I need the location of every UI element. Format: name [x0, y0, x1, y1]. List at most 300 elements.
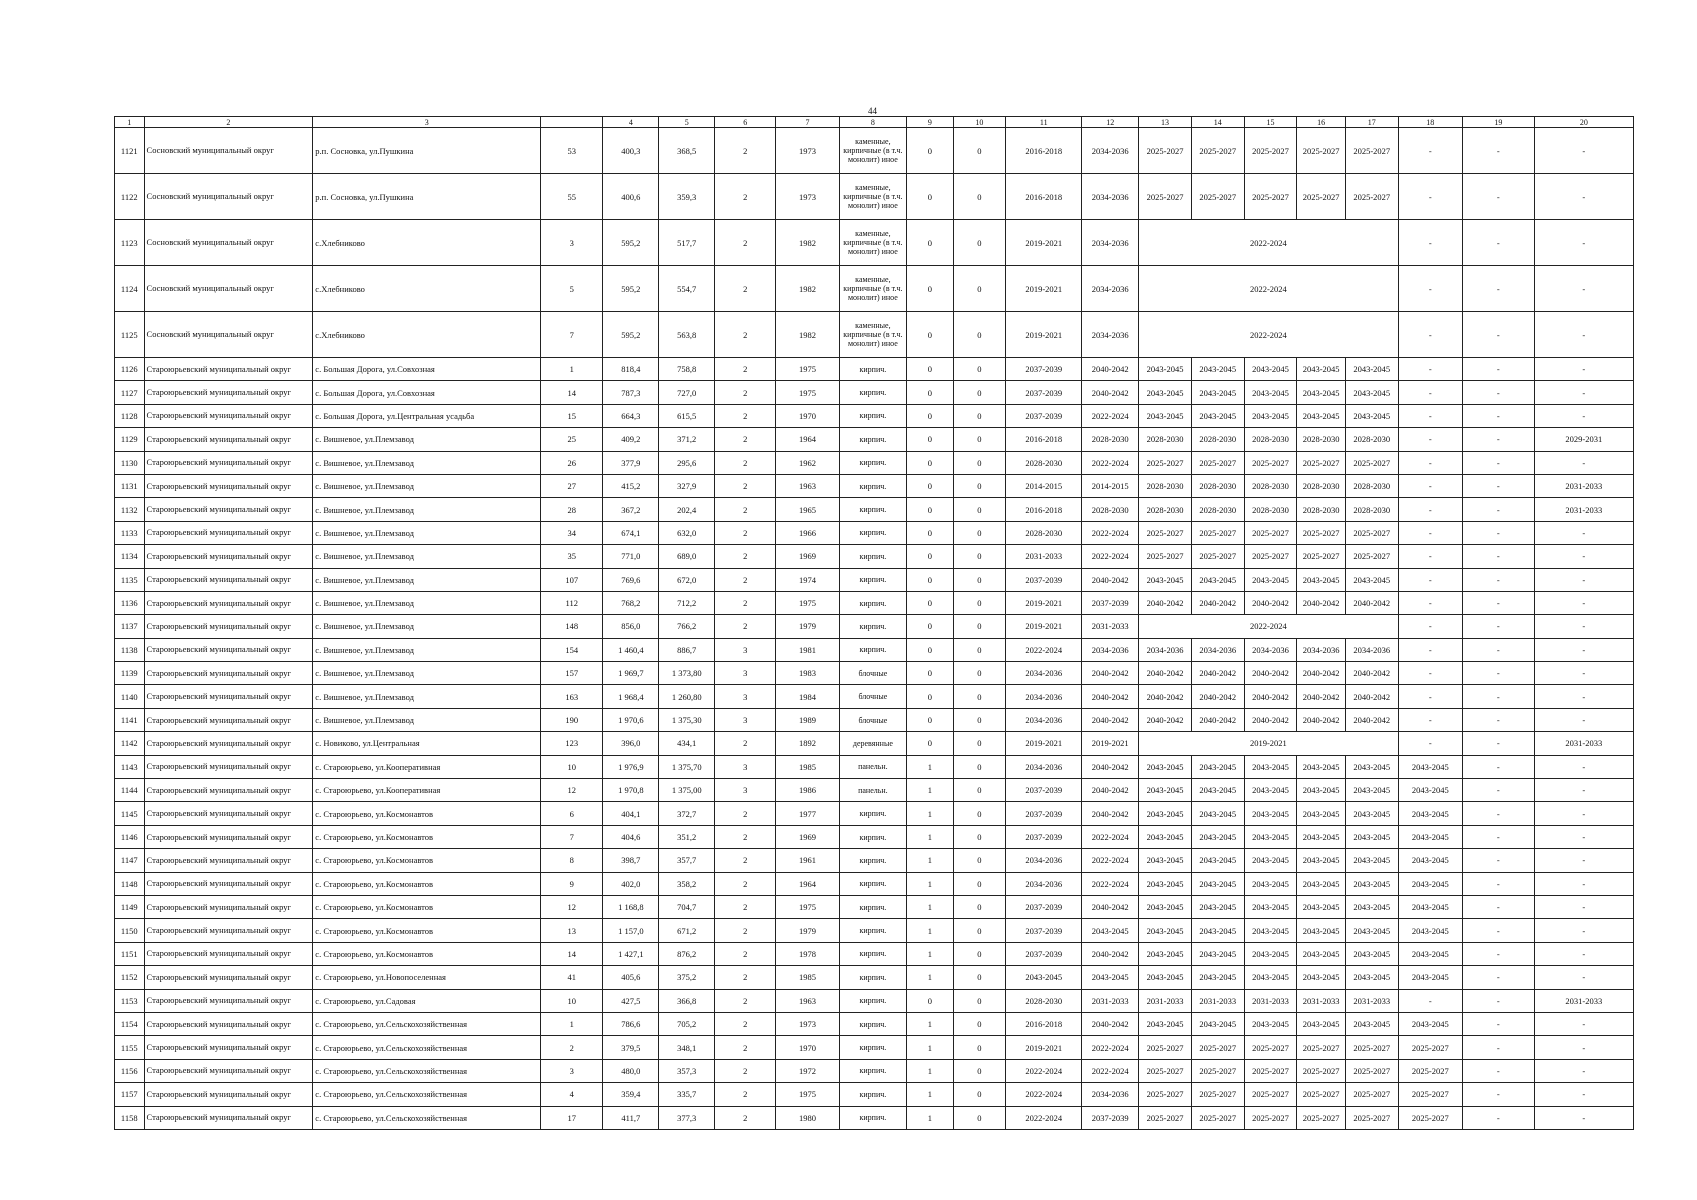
- col-19: -: [1462, 174, 1534, 220]
- district-name: Староюрьевский муниципальный округ: [144, 708, 313, 731]
- col-19: -: [1462, 128, 1534, 174]
- col-18: -: [1398, 174, 1462, 220]
- col-9: 1: [907, 779, 953, 802]
- col-9: 1: [907, 1012, 953, 1035]
- total-area: 404,6: [603, 825, 659, 848]
- col-14: 2040-2042: [1191, 662, 1244, 685]
- wall-material: кирпич.: [839, 451, 907, 474]
- address: с. Вишневое, ул.Племзавод: [313, 708, 541, 731]
- col-13: 2025-2027: [1139, 128, 1192, 174]
- wall-material: кирпич.: [839, 568, 907, 591]
- row-number: 1134: [115, 545, 145, 568]
- column-number-header: 6: [715, 117, 776, 128]
- column-number-header: 16: [1297, 117, 1346, 128]
- col-11: 2019-2021: [1006, 312, 1082, 358]
- col-11: 2016-2018: [1006, 428, 1082, 451]
- col-15: 2043-2045: [1244, 1012, 1297, 1035]
- build-year: 1969: [776, 545, 839, 568]
- house-number: 8: [541, 849, 603, 872]
- living-area: 372,7: [659, 802, 715, 825]
- floors: 2: [715, 266, 776, 312]
- col-16: 2043-2045: [1297, 966, 1346, 989]
- table-row: [115, 404, 1634, 427]
- col-9: 0: [907, 358, 953, 381]
- district-name: Староюрьевский муниципальный округ: [144, 895, 313, 918]
- floors: 2: [715, 825, 776, 848]
- house-number: 15: [541, 404, 603, 427]
- col-19: -: [1462, 1106, 1534, 1129]
- living-area: 712,2: [659, 591, 715, 614]
- district-name: Староюрьевский муниципальный округ: [144, 521, 313, 544]
- district-name: Староюрьевский муниципальный округ: [144, 662, 313, 685]
- living-area: 727,0: [659, 381, 715, 404]
- col-17: 2043-2045: [1345, 779, 1398, 802]
- col-9: 0: [907, 498, 953, 521]
- col-16: 2028-2030: [1297, 428, 1346, 451]
- house-number: 27: [541, 474, 603, 497]
- col-9: 0: [907, 568, 953, 591]
- col-17: 2043-2045: [1345, 919, 1398, 942]
- living-area: 348,1: [659, 1036, 715, 1059]
- col-9: 0: [907, 708, 953, 731]
- merged-period: 2022-2024: [1139, 615, 1398, 638]
- col-18: -: [1398, 266, 1462, 312]
- wall-material: каменные, кирпичные (в т.ч. монолит) иное: [839, 220, 907, 266]
- district-name: Староюрьевский муниципальный округ: [144, 989, 313, 1012]
- col-12: 2022-2024: [1082, 545, 1139, 568]
- col-15: 2025-2027: [1244, 521, 1297, 544]
- col-9: 0: [907, 474, 953, 497]
- total-area: 1 969,7: [603, 662, 659, 685]
- floors: 2: [715, 568, 776, 591]
- col-13: 2043-2045: [1139, 919, 1192, 942]
- col-19: -: [1462, 1012, 1534, 1035]
- total-area: 787,3: [603, 381, 659, 404]
- col-17: 2025-2027: [1345, 1083, 1398, 1106]
- page-number: 44: [868, 106, 877, 116]
- col-20: -: [1534, 545, 1633, 568]
- address: с. Вишневое, ул.Племзавод: [313, 662, 541, 685]
- col-13: 2025-2027: [1139, 545, 1192, 568]
- col-13: 2043-2045: [1139, 568, 1192, 591]
- col-17: 2040-2042: [1345, 591, 1398, 614]
- living-area: 295,6: [659, 451, 715, 474]
- col-15: 2025-2027: [1244, 128, 1297, 174]
- total-area: 1 460,4: [603, 638, 659, 661]
- col-15: 2043-2045: [1244, 779, 1297, 802]
- col-11: 2028-2030: [1006, 521, 1082, 544]
- total-area: 415,2: [603, 474, 659, 497]
- col-18: -: [1398, 638, 1462, 661]
- wall-material: кирпич.: [839, 404, 907, 427]
- table-row: [115, 174, 1634, 220]
- col-11: 2037-2039: [1006, 919, 1082, 942]
- col-10: 0: [953, 825, 1006, 848]
- district-name: Староюрьевский муниципальный округ: [144, 1012, 313, 1035]
- col-13: 2031-2033: [1139, 989, 1192, 1012]
- wall-material: панельн.: [839, 755, 907, 778]
- col-20: -: [1534, 220, 1633, 266]
- column-number-header: 19: [1462, 117, 1534, 128]
- living-area: 517,7: [659, 220, 715, 266]
- col-14: 2043-2045: [1191, 895, 1244, 918]
- col-17: 2040-2042: [1345, 708, 1398, 731]
- col-16: 2043-2045: [1297, 755, 1346, 778]
- col-15: 2043-2045: [1244, 895, 1297, 918]
- address: с. Вишневое, ул.Племзавод: [313, 591, 541, 614]
- col-20: -: [1534, 1083, 1633, 1106]
- col-12: 2040-2042: [1082, 755, 1139, 778]
- col-16: 2043-2045: [1297, 404, 1346, 427]
- col-10: 0: [953, 615, 1006, 638]
- col-9: 0: [907, 732, 953, 755]
- col-9: 1: [907, 1059, 953, 1082]
- col-14: 2043-2045: [1191, 942, 1244, 965]
- build-year: 1984: [776, 685, 839, 708]
- build-year: 1978: [776, 942, 839, 965]
- col-14: 2043-2045: [1191, 568, 1244, 591]
- column-number-header: 5: [659, 117, 715, 128]
- living-area: 758,8: [659, 358, 715, 381]
- row-number: 1140: [115, 685, 145, 708]
- col-10: 0: [953, 732, 1006, 755]
- house-number: 4: [541, 1083, 603, 1106]
- col-13: 2043-2045: [1139, 825, 1192, 848]
- col-17: 2043-2045: [1345, 895, 1398, 918]
- col-10: 0: [953, 638, 1006, 661]
- col-12: 2040-2042: [1082, 779, 1139, 802]
- col-10: 0: [953, 404, 1006, 427]
- house-number: 7: [541, 825, 603, 848]
- col-9: 0: [907, 638, 953, 661]
- living-area: 351,2: [659, 825, 715, 848]
- col-14: 2028-2030: [1191, 428, 1244, 451]
- column-number-header: 14: [1191, 117, 1244, 128]
- house-number: 112: [541, 591, 603, 614]
- total-area: 595,2: [603, 312, 659, 358]
- house-number: 7: [541, 312, 603, 358]
- house-number: 9: [541, 872, 603, 895]
- col-12: 2034-2036: [1082, 174, 1139, 220]
- table-row: [115, 708, 1634, 731]
- house-number: 148: [541, 615, 603, 638]
- column-number-header: [541, 117, 603, 128]
- build-year: 1986: [776, 779, 839, 802]
- column-number-header: 12: [1082, 117, 1139, 128]
- col-16: 2043-2045: [1297, 1012, 1346, 1035]
- col-18: -: [1398, 732, 1462, 755]
- house-number: 14: [541, 942, 603, 965]
- col-15: 2025-2027: [1244, 1036, 1297, 1059]
- living-area: 377,3: [659, 1106, 715, 1129]
- col-10: 0: [953, 989, 1006, 1012]
- wall-material: кирпич.: [839, 1036, 907, 1059]
- table-row: [115, 802, 1634, 825]
- build-year: 1973: [776, 1012, 839, 1035]
- col-14: 2043-2045: [1191, 404, 1244, 427]
- build-year: 1963: [776, 989, 839, 1012]
- col-20: 2029-2031: [1534, 428, 1633, 451]
- col-20: -: [1534, 919, 1633, 942]
- living-area: 357,7: [659, 849, 715, 872]
- row-number: 1132: [115, 498, 145, 521]
- col-11: 2019-2021: [1006, 266, 1082, 312]
- col-11: 2022-2024: [1006, 1106, 1082, 1129]
- row-number: 1149: [115, 895, 145, 918]
- col-13: 2043-2045: [1139, 966, 1192, 989]
- housing-table: [114, 116, 1634, 1130]
- col-12: 2037-2039: [1082, 591, 1139, 614]
- table-row: [115, 428, 1634, 451]
- col-10: 0: [953, 662, 1006, 685]
- house-number: 3: [541, 220, 603, 266]
- house-number: 6: [541, 802, 603, 825]
- address: с. Вишневое, ул.Племзавод: [313, 474, 541, 497]
- col-9: 1: [907, 872, 953, 895]
- col-12: 2022-2024: [1082, 849, 1139, 872]
- col-14: 2031-2033: [1191, 989, 1244, 1012]
- col-10: 0: [953, 381, 1006, 404]
- col-17: 2031-2033: [1345, 989, 1398, 1012]
- house-number: 26: [541, 451, 603, 474]
- build-year: 1975: [776, 1083, 839, 1106]
- col-12: 2043-2045: [1082, 919, 1139, 942]
- house-number: 41: [541, 966, 603, 989]
- col-17: 2025-2027: [1345, 545, 1398, 568]
- column-number-header: 2: [144, 117, 313, 128]
- col-16: 2034-2036: [1297, 638, 1346, 661]
- col-15: 2043-2045: [1244, 755, 1297, 778]
- col-11: 2037-2039: [1006, 381, 1082, 404]
- wall-material: кирпич.: [839, 1012, 907, 1035]
- col-20: -: [1534, 755, 1633, 778]
- table-row: [115, 312, 1634, 358]
- col-20: -: [1534, 358, 1633, 381]
- col-18: -: [1398, 428, 1462, 451]
- col-15: 2031-2033: [1244, 989, 1297, 1012]
- wall-material: каменные, кирпичные (в т.ч. монолит) иное: [839, 128, 907, 174]
- col-13: 2034-2036: [1139, 638, 1192, 661]
- wall-material: кирпич.: [839, 591, 907, 614]
- table-row: [115, 1083, 1634, 1106]
- table-row: [115, 638, 1634, 661]
- col-15: 2043-2045: [1244, 404, 1297, 427]
- col-18: 2025-2027: [1398, 1083, 1462, 1106]
- house-number: 14: [541, 381, 603, 404]
- house-number: 2: [541, 1036, 603, 1059]
- col-10: 0: [953, 966, 1006, 989]
- col-11: 2016-2018: [1006, 174, 1082, 220]
- column-number-header: 9: [907, 117, 953, 128]
- col-13: 2043-2045: [1139, 872, 1192, 895]
- col-18: -: [1398, 591, 1462, 614]
- address: с. Вишневое, ул.Племзавод: [313, 685, 541, 708]
- wall-material: кирпич.: [839, 802, 907, 825]
- floors: 2: [715, 591, 776, 614]
- col-20: -: [1534, 1059, 1633, 1082]
- col-18: -: [1398, 662, 1462, 685]
- col-10: 0: [953, 498, 1006, 521]
- col-14: 2043-2045: [1191, 779, 1244, 802]
- col-20: 2031-2033: [1534, 732, 1633, 755]
- col-10: 0: [953, 802, 1006, 825]
- house-number: 35: [541, 545, 603, 568]
- house-number: 13: [541, 919, 603, 942]
- row-number: 1144: [115, 779, 145, 802]
- floors: 2: [715, 220, 776, 266]
- total-area: 595,2: [603, 220, 659, 266]
- living-area: 359,3: [659, 174, 715, 220]
- col-14: 2043-2045: [1191, 755, 1244, 778]
- col-19: -: [1462, 266, 1534, 312]
- table-row: [115, 989, 1634, 1012]
- district-name: Староюрьевский муниципальный округ: [144, 849, 313, 872]
- house-number: 12: [541, 779, 603, 802]
- total-area: 409,2: [603, 428, 659, 451]
- col-13: 2043-2045: [1139, 942, 1192, 965]
- address: с. Староюрьево, ул.Новопоселенная: [313, 966, 541, 989]
- col-14: 2025-2027: [1191, 451, 1244, 474]
- col-12: 2040-2042: [1082, 568, 1139, 591]
- floors: 2: [715, 1036, 776, 1059]
- col-10: 0: [953, 591, 1006, 614]
- total-area: 402,0: [603, 872, 659, 895]
- floors: 3: [715, 685, 776, 708]
- column-number-row: [115, 117, 1634, 128]
- col-14: 2028-2030: [1191, 474, 1244, 497]
- house-number: 3: [541, 1059, 603, 1082]
- build-year: 1973: [776, 128, 839, 174]
- address: с.Хлебниково: [313, 266, 541, 312]
- col-15: 2040-2042: [1244, 662, 1297, 685]
- total-area: 786,6: [603, 1012, 659, 1035]
- col-19: -: [1462, 312, 1534, 358]
- living-area: 1 375,30: [659, 708, 715, 731]
- district-name: Староюрьевский муниципальный округ: [144, 498, 313, 521]
- wall-material: кирпич.: [839, 521, 907, 544]
- row-number: 1127: [115, 381, 145, 404]
- col-11: 2022-2024: [1006, 1083, 1082, 1106]
- col-18: 2043-2045: [1398, 966, 1462, 989]
- build-year: 1975: [776, 381, 839, 404]
- col-12: 2022-2024: [1082, 451, 1139, 474]
- wall-material: каменные, кирпичные (в т.ч. монолит) иное: [839, 312, 907, 358]
- col-15: 2043-2045: [1244, 802, 1297, 825]
- col-20: 2031-2033: [1534, 989, 1633, 1012]
- living-area: 202,4: [659, 498, 715, 521]
- col-14: 2025-2027: [1191, 545, 1244, 568]
- house-number: 12: [541, 895, 603, 918]
- table-row: [115, 1059, 1634, 1082]
- col-16: 2040-2042: [1297, 662, 1346, 685]
- col-10: 0: [953, 895, 1006, 918]
- col-18: -: [1398, 451, 1462, 474]
- floors: 2: [715, 1106, 776, 1129]
- row-number: 1122: [115, 174, 145, 220]
- district-name: Староюрьевский муниципальный округ: [144, 755, 313, 778]
- living-area: 876,2: [659, 942, 715, 965]
- col-10: 0: [953, 1059, 1006, 1082]
- build-year: 1962: [776, 451, 839, 474]
- col-10: 0: [953, 451, 1006, 474]
- district-name: Староюрьевский муниципальный округ: [144, 732, 313, 755]
- column-number-header: 11: [1006, 117, 1082, 128]
- col-11: 2016-2018: [1006, 1012, 1082, 1035]
- col-15: 2043-2045: [1244, 966, 1297, 989]
- total-area: 1 157,0: [603, 919, 659, 942]
- address: р.п. Сосновка, ул.Пушкина: [313, 128, 541, 174]
- row-number: 1148: [115, 872, 145, 895]
- merged-period: 2022-2024: [1139, 266, 1398, 312]
- district-name: Староюрьевский муниципальный округ: [144, 1083, 313, 1106]
- col-13: 2028-2030: [1139, 498, 1192, 521]
- col-17: 2043-2045: [1345, 358, 1398, 381]
- col-9: 1: [907, 802, 953, 825]
- col-18: -: [1398, 404, 1462, 427]
- col-15: 2043-2045: [1244, 568, 1297, 591]
- col-19: -: [1462, 802, 1534, 825]
- house-number: 107: [541, 568, 603, 591]
- living-area: 615,5: [659, 404, 715, 427]
- col-14: 2043-2045: [1191, 381, 1244, 404]
- col-20: -: [1534, 872, 1633, 895]
- row-number: 1125: [115, 312, 145, 358]
- wall-material: блочные: [839, 662, 907, 685]
- build-year: 1981: [776, 638, 839, 661]
- col-19: -: [1462, 381, 1534, 404]
- floors: 2: [715, 404, 776, 427]
- col-14: 2025-2027: [1191, 1059, 1244, 1082]
- col-11: 2016-2018: [1006, 498, 1082, 521]
- col-9: 1: [907, 942, 953, 965]
- total-area: 768,2: [603, 591, 659, 614]
- table-row: [115, 545, 1634, 568]
- build-year: 1961: [776, 849, 839, 872]
- col-15: 2043-2045: [1244, 358, 1297, 381]
- build-year: 1980: [776, 1106, 839, 1129]
- floors: 2: [715, 919, 776, 942]
- total-area: 856,0: [603, 615, 659, 638]
- district-name: Староюрьевский муниципальный округ: [144, 779, 313, 802]
- build-year: 1965: [776, 498, 839, 521]
- col-13: 2025-2027: [1139, 1036, 1192, 1059]
- col-18: 2043-2045: [1398, 802, 1462, 825]
- floors: 2: [715, 545, 776, 568]
- col-10: 0: [953, 779, 1006, 802]
- col-17: 2043-2045: [1345, 942, 1398, 965]
- col-16: 2028-2030: [1297, 474, 1346, 497]
- col-19: -: [1462, 919, 1534, 942]
- build-year: 1977: [776, 802, 839, 825]
- house-number: 17: [541, 1106, 603, 1129]
- address: с. Староюрьево, ул.Космонавтов: [313, 919, 541, 942]
- col-9: 1: [907, 755, 953, 778]
- table-row: [115, 895, 1634, 918]
- col-15: 2043-2045: [1244, 942, 1297, 965]
- build-year: 1964: [776, 872, 839, 895]
- wall-material: кирпич.: [839, 989, 907, 1012]
- total-area: 674,1: [603, 521, 659, 544]
- address: с. Староюрьево, ул.Космонавтов: [313, 872, 541, 895]
- col-11: 2034-2036: [1006, 755, 1082, 778]
- col-14: 2043-2045: [1191, 966, 1244, 989]
- col-18: -: [1398, 989, 1462, 1012]
- col-11: 2019-2021: [1006, 591, 1082, 614]
- floors: 2: [715, 1012, 776, 1035]
- col-17: 2025-2027: [1345, 1036, 1398, 1059]
- address: с. Большая Дорога, ул.Центральная усадьба: [313, 404, 541, 427]
- address: с. Вишневое, ул.Племзавод: [313, 615, 541, 638]
